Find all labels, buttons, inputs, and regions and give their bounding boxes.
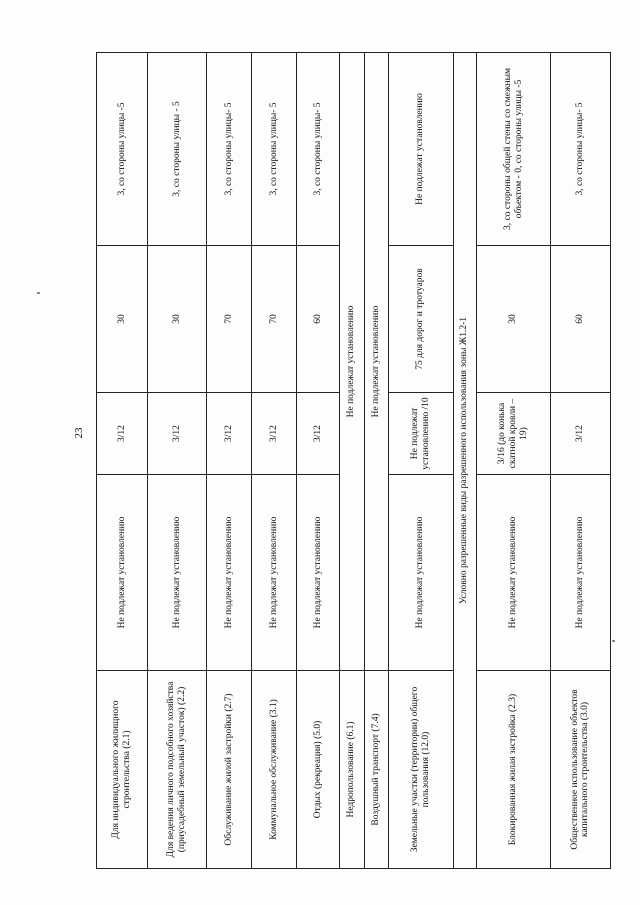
table-row — [477, 53, 551, 869]
rotated-table-container — [96, 53, 611, 869]
cell-col4: 70 — [207, 246, 252, 393]
cell-col4: 75 для дорог и тротуаров — [389, 246, 453, 393]
cell-col5: 3, со стороны общей стены со смежным объектом - 0, со стороны улицы -5 — [477, 53, 551, 246]
cell-use: Общественное использование объектов капитального строительства (3.0) — [550, 671, 610, 869]
page-number: 23 — [73, 427, 85, 439]
table-row — [389, 53, 453, 869]
cell-use: Коммунальное обслуживание (3.1) — [252, 671, 297, 869]
table-row — [148, 53, 207, 869]
cell-col3: 3/12 — [148, 393, 207, 475]
cell-col2: Не подлежат установлению — [550, 475, 610, 671]
cell-col5: 3, со стороны улицы- 5 — [252, 53, 297, 246]
cell-col5: 3, со стороны улицы- 5 — [297, 53, 340, 246]
cell-col2: Не подлежат установлению — [97, 475, 148, 671]
cell-use: Земельные участки (территории) общего пользования (12.0) — [389, 671, 453, 869]
cell-col4: 30 — [477, 246, 551, 393]
cell-col3: 3/12 — [297, 393, 340, 475]
cell-col4: 60 — [550, 246, 610, 393]
cell-use: Отдых (рекреация) (5.0) — [297, 671, 340, 869]
cell-col2: Не подлежат установлению — [389, 475, 453, 671]
cell-col2: Не подлежат установлению — [477, 475, 551, 671]
cell-col4: 30 — [148, 246, 207, 393]
cell-col3: 3/16 (до конька скатной кровли – 19) — [477, 393, 551, 475]
cell-use: Для индивидуального жилищного строительства (2.1) — [97, 671, 148, 869]
cell-col4: 30 — [97, 246, 148, 393]
cell-col2: Не подлежат установлению — [148, 475, 207, 671]
table-row — [297, 53, 340, 869]
cell-merged: Не подлежат установлению — [364, 53, 389, 671]
table-row — [364, 53, 389, 869]
cell-col2: Не подлежат установлению — [207, 475, 252, 671]
section-row — [453, 53, 477, 869]
cell-col4: 70 — [252, 246, 297, 393]
land-use-parameters-table — [96, 52, 611, 869]
cell-use: Для ведения личного подсобного хозяйства (приусадебный земельный участок) (2.2) — [148, 671, 207, 869]
cell-col5: 3, со стороны улицы- 5 — [207, 53, 252, 246]
scan-speck — [37, 292, 40, 294]
cell-col2: Не подлежат установлению — [297, 475, 340, 671]
cell-col4: 60 — [297, 246, 340, 393]
cell-col5: 3, со стороны улицы - 5 — [148, 53, 207, 246]
table-row — [252, 53, 297, 869]
table-row — [97, 53, 148, 869]
cell-col2: Не подлежат установлению — [252, 475, 297, 671]
cell-col3: 3/12 — [207, 393, 252, 475]
table-row — [550, 53, 610, 869]
cell-use: Блокированная жилая застройка (2.3) — [477, 671, 551, 869]
cell-col3: 3/12 — [550, 393, 610, 475]
cell-use: Недропользование (6.1) — [340, 671, 365, 869]
cell-col5: 3, со стороны улицы- 5 — [550, 53, 610, 246]
scan-speck — [612, 640, 615, 642]
cell-col5: Не подлежат установлению — [389, 53, 453, 246]
table-row — [207, 53, 252, 869]
cell-use: Обслуживание жилой застройки (2.7) — [207, 671, 252, 869]
cell-col5: 3, со стороны улицы -5 — [97, 53, 148, 246]
cell-col3: 3/12 — [97, 393, 148, 475]
cell-col3: 3/12 — [252, 393, 297, 475]
cell-col3: Не подлежат установлению /10 — [389, 393, 453, 475]
table-row — [340, 53, 365, 869]
cell-merged: Не подлежат установлению — [340, 53, 365, 671]
cell-use: Воздушный транспорт (7.4) — [364, 671, 389, 869]
section-heading: Условно разрешенные виды разрешенного использования зоны Ж1.2-1 — [453, 53, 477, 869]
